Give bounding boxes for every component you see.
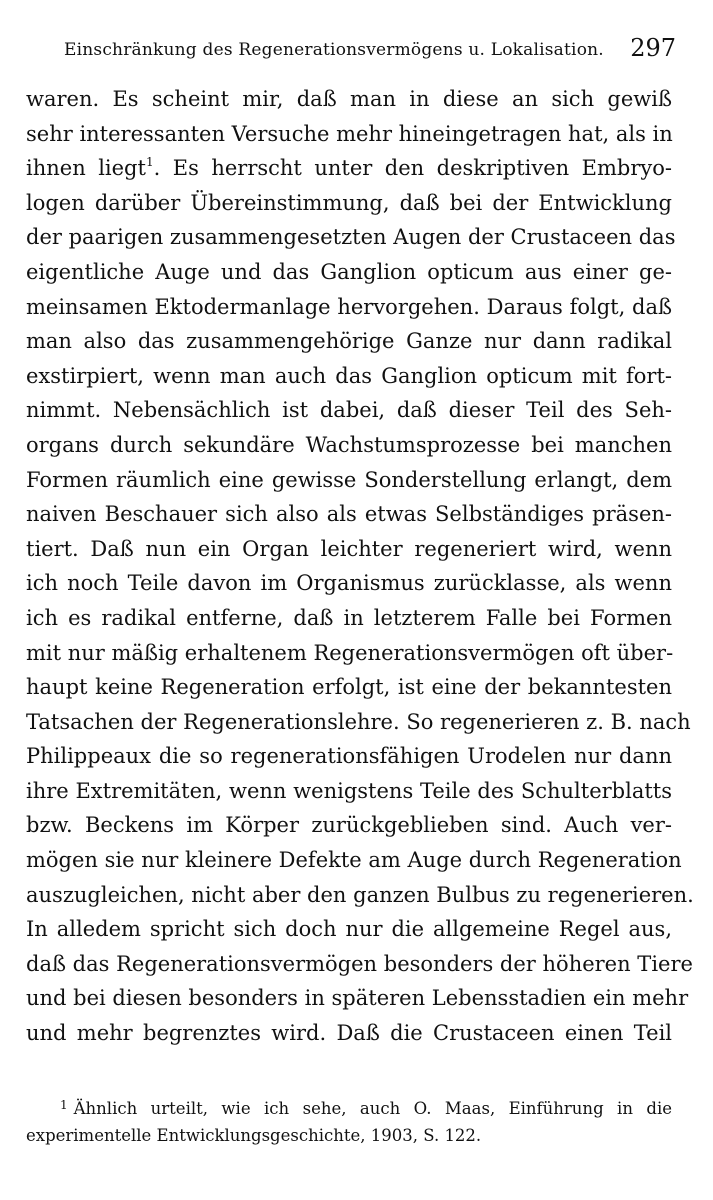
text-line: man also das zusammengehörige Ganze nur dann radikal <box>26 329 672 354</box>
text-segment: ihnen liegt <box>26 156 146 181</box>
text-line: logen darüber Übereinstimmung, daß bei der Entwicklung <box>26 190 672 215</box>
text-line: waren. Es scheint mir, daß man in diese an sich gewiß <box>26 87 672 111</box>
text-line: Formen räumlich eine gewisse Sonderstellung erlangt, dem <box>26 467 672 492</box>
text-segment: . Es herrscht unter den deskriptiven Embryo- <box>153 156 672 181</box>
text-line: ich noch Teile davon im Organismus zurücklasse, als wenn <box>26 571 672 596</box>
text-line: exstirpiert, wenn man auch das Ganglion opticum mit fort- <box>26 363 672 388</box>
text-line: ihre Extremitäten, wenn wenigstens Teile des Schulterblatts <box>26 778 672 803</box>
text-line: sehr interessanten Versuche mehr hineingetragen hat, als in <box>26 121 673 146</box>
text-line: Tatsachen der Regenerationslehre. So regenerieren z. B. nach <box>26 709 691 734</box>
footnote-text: Ähnlich urteilt, wie ich sehe, auch O. Maas, Einführung in die <box>73 1099 672 1118</box>
running-title: Einschränkung des Regenerationsvermögens u. Lokalisation. <box>64 40 604 60</box>
text-line: der paarigen zusammengesetzten Augen der Crustaceen das <box>26 225 676 250</box>
text-line: Philippeaux die so regenerationsfähigen Urodelen nur dann <box>26 744 672 769</box>
footnote-reference: 1 <box>145 155 154 170</box>
text-line: In alledem spricht sich doch nur die allgemeine Regel aus, <box>26 917 672 942</box>
footnote-line: experimentelle Entwicklungsgeschichte, 1903, S. 122. <box>26 1126 482 1145</box>
text-line: ich es radikal entferne, daß in letzterem Falle bei Formen <box>26 605 672 630</box>
text-line: mögen sie nur kleinere Defekte am Auge durch Regeneration <box>26 848 682 873</box>
text-line: daß das Regenerationsvermögen besonders der höheren Tiere <box>26 951 693 976</box>
text-line: nimmt. Nebensächlich ist dabei, daß dieser Teil des Seh- <box>26 398 672 423</box>
page-header <box>64 34 676 68</box>
footnote-marker: 1 <box>60 1098 68 1112</box>
text-line: tiert. Daß nun ein Organ leichter regeneriert wird, wenn <box>26 536 672 561</box>
text-line <box>26 151 672 186</box>
text-line: organs durch sekundäre Wachstumsprozesse bei manchen <box>26 432 672 457</box>
text-line: naiven Beschauer sich also als etwas Selbständiges präsen- <box>26 502 672 527</box>
text-line: bzw. Beckens im Körper zurückgeblieben sind. Auch ver- <box>26 813 672 838</box>
footnotes <box>26 1095 672 1149</box>
body-text <box>26 82 694 1051</box>
text-line: und mehr begrenztes wird. Daß die Crustaceen einen Teil <box>26 1021 672 1046</box>
text-line: mit nur mäßig erhaltenem Regenerationsvermögen oft über- <box>26 640 674 665</box>
text-line: eigentliche Auge und das Ganglion opticum aus einer ge- <box>26 259 672 284</box>
text-line: und bei diesen besonders in späteren Lebensstadien ein mehr <box>26 986 689 1011</box>
text-line: meinsamen Ektodermanlage hervorgehen. Daraus folgt, daß <box>26 294 672 319</box>
text-line: auszugleichen, nicht aber den ganzen Bulbus zu regenerieren. <box>26 882 694 907</box>
footnote-line <box>26 1095 672 1122</box>
text-line: haupt keine Regeneration erfolgt, ist eine der bekanntesten <box>26 675 672 700</box>
page-number: 297 <box>630 34 676 62</box>
